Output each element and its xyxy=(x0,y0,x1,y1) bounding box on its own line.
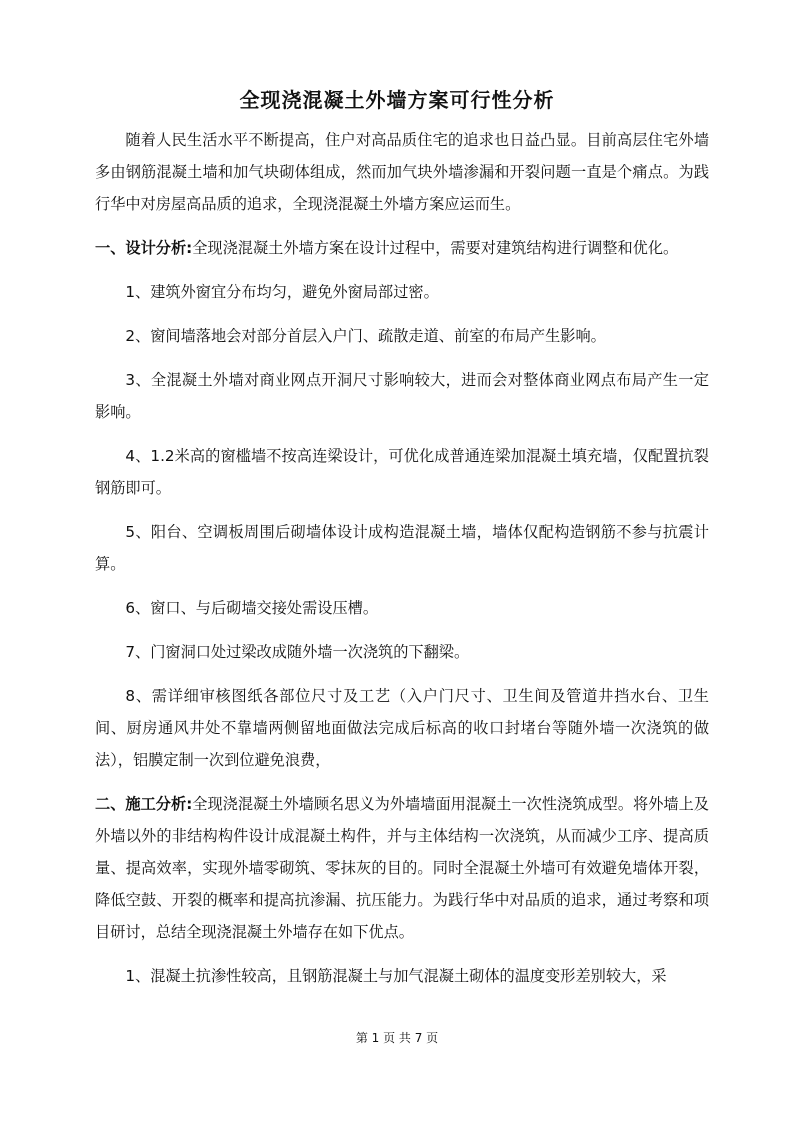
design-item: 7、门窗洞口处过梁改成随外墙一次浇筑的下翻梁。 xyxy=(125,643,470,661)
design-item: 3、全混凝土外墙对商业网点开洞尺寸影响较大，进而会对整体商业网点布局产生一定影响。 xyxy=(95,371,709,421)
intro-paragraph: 随着人民生活水平不断提高，住户对高品质住宅的追求也日益凸显。目前高层住宅外墙多由钢筋混凝土墙和加气块砌体组成，然而加气块外墙渗漏和开裂问题一直是个痛点。为践行华中对房屋高品质的追求，全现浇混凝土外墙方案应运而生。 xyxy=(95,131,709,213)
design-item: 4、1.2米高的窗槛墙不按高连梁设计，可优化成普通连梁加混凝土填充墙，仅配置抗裂钢筋即可。 xyxy=(95,447,709,497)
section-design-analysis xyxy=(95,232,709,264)
section-heading: 一、设计分析: xyxy=(95,239,193,257)
design-item: 2、窗间墙落地会对部分首层入户门、疏散走道、前室的布局产生影响。 xyxy=(125,327,606,345)
document-body xyxy=(95,124,709,992)
page-number-footer: 第 1 页 共 7 页 xyxy=(355,1031,439,1045)
section-heading: 二、施工分析: xyxy=(95,795,193,813)
document-title: 全现浇混凝土外墙方案可行性分析 xyxy=(239,88,555,112)
section-construction-analysis xyxy=(95,788,709,948)
construction-item: 1、混凝土抗渗性较高，且钢筋混凝土与加气混凝土砌体的温度变形差别较大，采 xyxy=(125,967,667,985)
design-item: 5、阳台、空调板周围后砌墙体设计成构造混凝土墙，墙体仅配构造钢筋不参与抗震计算。 xyxy=(95,523,709,573)
design-item: 6、窗口、与后砌墙交接处需设压槽。 xyxy=(125,599,379,617)
section-text: 全现浇混凝土外墙顾名思义为外墙墙面用混凝土一次性浇筑成型。将外墙上及外墙以外的非结构构件设计成混凝土构件，并与主体结构一次浇筑，从而减少工序、提高质量、提高效率，实现外墙零砌筑、零抹灰的目的。同时全混凝土外墙可有效避免墙体开裂，降低空鼓、开裂的概率和提高抗渗漏、抗压能力。为践行华中对品质的追求，通过考察和项目研讨，总结全现浇混凝土外墙存在如下优点。 xyxy=(95,795,709,941)
design-item: 1、建筑外窗宜分布均匀，避免外窗局部过密。 xyxy=(125,283,439,301)
section-text: 全现浇混凝土外墙方案在设计过程中，需要对建筑结构进行调整和优化。 xyxy=(192,239,679,257)
design-item: 8、需详细审核图纸各部位尺寸及工艺（入户门尺寸、卫生间及管道井挡水台、卫生间、厨房通风井处不靠墙两侧留地面做法完成后标高的收口封堵台等随外墙一次浇筑的做法），铝膜定制一次到位避免浪费， xyxy=(95,687,709,769)
